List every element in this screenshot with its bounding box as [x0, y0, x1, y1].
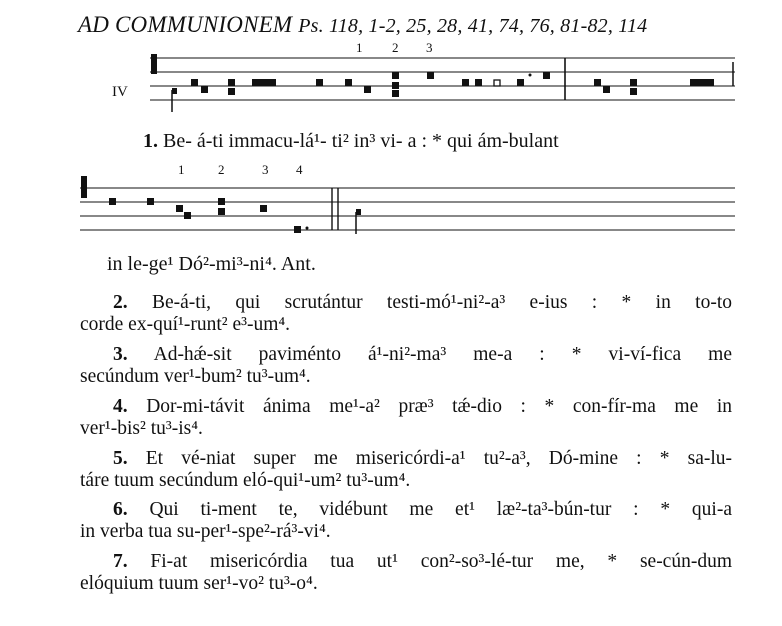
- verse-line: secúndum ver¹-bum² tu³-um⁴.: [80, 366, 311, 387]
- neume: [690, 79, 698, 86]
- neume: [228, 79, 235, 86]
- verse-line: Ad-hǽ-sit paviménto á¹-ni²-ma³ me-a : * vi-ví-fica me: [153, 344, 732, 365]
- verse-line: Qui ti-ment te, vidébunt me et¹ læ²-ta³-bún-tur : * qui-a: [149, 499, 732, 520]
- psalm-reference: Ps. 118, 1-2, 25, 28, 41, 74, 76, 81-82, 114: [298, 15, 648, 37]
- neume: [392, 90, 399, 97]
- verse-number: 4.: [113, 396, 128, 417]
- neume: [698, 79, 706, 86]
- neume: [184, 212, 191, 219]
- neume-dot: [529, 74, 532, 77]
- verse-number: 5.: [113, 448, 128, 469]
- neume: [345, 79, 352, 86]
- staff-2-number: 3: [262, 162, 269, 177]
- verse-7: [80, 551, 732, 595]
- neume: [543, 72, 550, 79]
- mode-label: IV: [112, 84, 128, 100]
- neume: [462, 79, 469, 86]
- neume: [494, 80, 500, 86]
- neume: [427, 72, 434, 79]
- verse-5: [80, 448, 732, 492]
- neume: [630, 79, 637, 86]
- verse-line: táre tuum secúndum eló-qui¹-um² tu³-um⁴.: [80, 470, 411, 491]
- staff-2-notes: [81, 176, 361, 234]
- neume: [147, 198, 154, 205]
- neume: [201, 86, 208, 93]
- verse-line: ver¹-bis² tu³-is⁴.: [80, 418, 203, 439]
- neume: [218, 208, 225, 215]
- neume: [191, 79, 198, 86]
- verse-line: Et vé-niat super me misericórdi-a¹ tu²-a³, Dó-mine : * sa-lu-: [145, 448, 733, 469]
- verse-number: 7.: [113, 551, 128, 572]
- verse-number: 2.: [113, 292, 128, 313]
- staff-1-notes: [151, 54, 733, 112]
- verse-line: Fi-at misericórdia tua ut¹ con²-so³-lé-tur me, * se-cún-dum: [150, 551, 733, 572]
- neume: [109, 198, 116, 205]
- verse-6: [80, 499, 732, 543]
- neume: [392, 82, 399, 89]
- c-clef-icon: [151, 54, 157, 74]
- neume: [228, 88, 235, 95]
- staff-2-number: 1: [178, 162, 185, 177]
- staff-1-number: 1: [356, 40, 363, 55]
- chant-title-text: AD COMMUNIONEM: [78, 12, 293, 37]
- staff-2-number: 4: [296, 162, 303, 177]
- neume: [294, 226, 301, 233]
- verse-number: 6.: [113, 499, 128, 520]
- neume: [268, 79, 276, 86]
- staff-1: [150, 58, 735, 100]
- neume: [364, 86, 371, 93]
- staff-1-number: 2: [392, 40, 399, 55]
- neume: [392, 72, 399, 79]
- neume: [706, 79, 714, 86]
- staff-1-number: 3: [426, 40, 433, 55]
- neume: [176, 205, 183, 212]
- verse-2: [80, 292, 732, 336]
- staff-1-lyric: [143, 130, 559, 153]
- neume: [218, 198, 225, 205]
- neume: [260, 79, 268, 86]
- neume: [252, 79, 260, 86]
- staff-2-number: 2: [218, 162, 225, 177]
- verse-3: [80, 344, 732, 388]
- neume-dot: [306, 227, 309, 230]
- verse-number: 1.: [143, 130, 158, 152]
- verse-line: Dor-mi-távit ánima me¹-a² præ³ tǽ-dio : * con-fír-ma me in: [146, 396, 733, 417]
- neume: [603, 86, 610, 93]
- neume: [517, 79, 524, 86]
- neume: [260, 205, 267, 212]
- lyric-text: Be- á-ti immacu-lá¹- ti² in³ vi- a : * qui ám-bulant: [163, 130, 559, 152]
- verse-line: Be-á-ti, qui scrutántur testi-mó¹-ni²-a³ e-ius : * in to-to: [151, 292, 733, 313]
- neume: [475, 79, 482, 86]
- verse-line: corde ex-quí¹-runt² e³-um⁴.: [80, 314, 291, 335]
- staff-2-lyric: in le-ge¹ Dó²-mi³-ni⁴. Ant.: [107, 253, 316, 275]
- verse-number: 3.: [113, 344, 128, 365]
- neume: [630, 88, 637, 95]
- verse-line: elóquium tuum ser¹-vo² tu³-o⁴.: [80, 573, 318, 594]
- c-clef-icon: [81, 176, 87, 198]
- verse-4: [80, 396, 732, 440]
- neume: [594, 79, 601, 86]
- neume: [316, 79, 323, 86]
- verse-line: in verba tua su-per¹-spe²-rá³-vi⁴.: [80, 521, 331, 542]
